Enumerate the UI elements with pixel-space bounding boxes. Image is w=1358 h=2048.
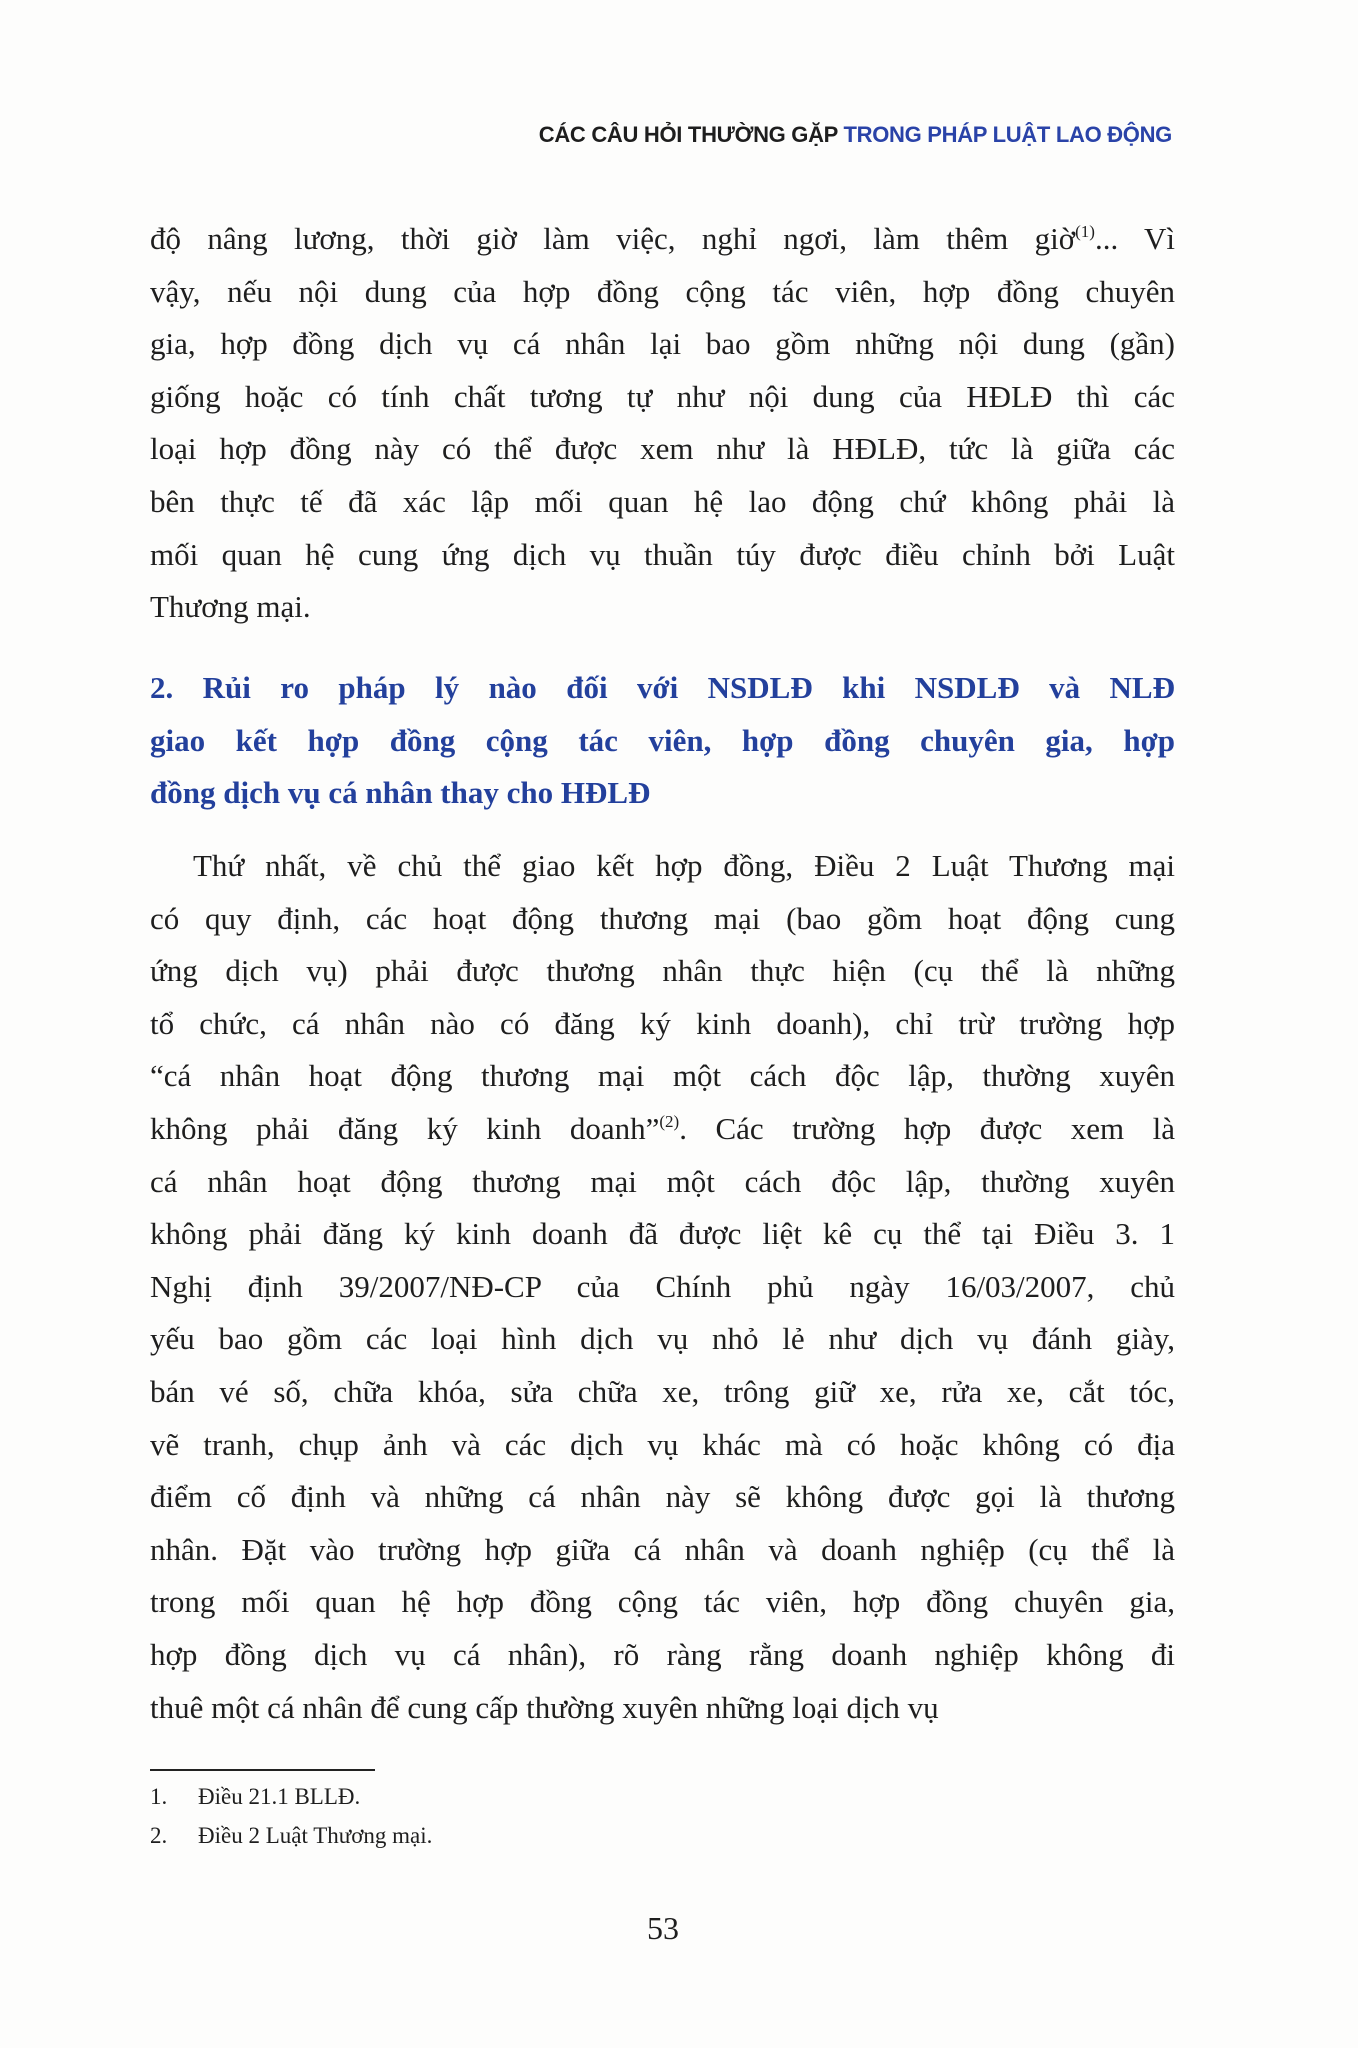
page-number: 53 — [647, 1910, 679, 1946]
line-text: giao kết hợp đồng cộng tác viên, hợp đồng chuyên gia, hợp — [150, 722, 1175, 758]
paragraph-line — [150, 535, 1175, 575]
paragraph-line — [150, 1162, 1175, 1202]
paragraph-line — [150, 1688, 1175, 1728]
paragraph-line — [150, 846, 1175, 886]
paragraph-line — [150, 482, 1175, 522]
line-text: nhân. Đặt vào trường hợp giữa cá nhân và doanh nghiệp (cụ thể là — [150, 1531, 1175, 1567]
paragraph-line — [150, 272, 1175, 312]
line-text: gia, hợp đồng dịch vụ cá nhân lại bao gồm những nội dung (gần) — [150, 326, 1175, 362]
paragraph-line — [150, 1004, 1175, 1044]
line-text: hợp đồng dịch vụ cá nhân), rõ ràng rằng doanh nghiệp không đi — [150, 1637, 1175, 1672]
footnote-reference: (1) — [1075, 222, 1095, 241]
paragraph-line — [150, 899, 1175, 939]
header-title-blue: TRONG PHÁP LUẬT LAO ĐỘNG — [843, 122, 1172, 147]
paragraph-line — [150, 1477, 1175, 1517]
paragraph-line — [150, 1109, 1175, 1149]
footnote-text: Điều 2 Luật Thương mại. — [198, 1823, 433, 1848]
line-text: Nghị định 39/2007/NĐ-CP của Chính phủ ngày 16/03/2007, chủ — [150, 1268, 1175, 1304]
line-text: ứng dịch vụ) phải được thương nhân thực hiện (cụ thể là những — [150, 953, 1175, 989]
line-text: không phải đăng ký kinh doanh” — [150, 1111, 660, 1146]
line-text: Thứ nhất, về chủ thể giao kết hợp đồng, Điều 2 Luật Thương mại — [193, 848, 1175, 883]
paragraph-line — [150, 324, 1175, 364]
line-text: loại hợp đồng này có thể được xem như là HĐLĐ, tức là giữa các — [150, 431, 1175, 467]
section-heading-line — [150, 721, 1175, 761]
paragraph-line — [150, 1530, 1175, 1570]
footnote-2 — [150, 1821, 432, 1851]
running-header — [539, 122, 1172, 148]
line-text: “cá nhân hoạt động thương mại một cách độc lập, thường xuyên — [150, 1058, 1175, 1094]
line-text: vậy, nếu nội dung của hợp đồng cộng tác viên, hợp đồng chuyên — [150, 273, 1175, 309]
paragraph-line — [150, 1372, 1175, 1412]
line-text: tổ chức, cá nhân nào có đăng ký kinh doanh), chỉ trừ trường hợp — [150, 1005, 1175, 1041]
section-heading-line — [150, 668, 1175, 708]
paragraph-line — [150, 951, 1175, 991]
paragraph-line — [150, 587, 1175, 627]
footnote-1 — [150, 1782, 360, 1812]
paragraph-line — [150, 219, 1175, 259]
footnote-text: Điều 21.1 BLLĐ. — [198, 1784, 361, 1809]
line-text: có quy định, các hoạt động thương mại (bao gồm hoạt động cung — [150, 900, 1175, 936]
footnote-reference: (2) — [659, 1112, 680, 1131]
line-text: cá nhân hoạt động thương mại một cách độc lập, thường xuyên — [150, 1163, 1175, 1199]
section-heading-line — [150, 773, 1175, 813]
paragraph-line — [150, 1635, 1175, 1675]
paragraph-line — [150, 1582, 1175, 1622]
header-title-black: CÁC CÂU HỎI THƯỜNG GẶP — [538, 122, 838, 147]
line-text: ... Vì — [1094, 221, 1175, 256]
paragraph-line — [150, 1267, 1175, 1307]
footnote-divider — [150, 1769, 375, 1771]
line-text: độ nâng lương, thời giờ làm việc, nghỉ ngơi, làm thêm giờ — [150, 221, 1076, 256]
paragraph-line — [150, 1056, 1175, 1096]
line-text: đồng dịch vụ cá nhân thay cho HĐLĐ — [150, 775, 651, 811]
line-text: thuê một cá nhân để cung cấp thường xuyên những loại dịch vụ — [150, 1689, 939, 1725]
line-text: 2. Rủi ro pháp lý nào đối với NSDLĐ khi NSDLĐ và NLĐ — [150, 670, 1175, 705]
footnote-number: 2. — [150, 1823, 168, 1848]
line-text: bán vé số, chữa khóa, sửa chữa xe, trông giữ xe, rửa xe, cắt tóc, — [150, 1374, 1175, 1409]
line-text: giống hoặc có tính chất tương tự như nội dung của HĐLĐ thì các — [150, 378, 1175, 414]
paragraph-line — [150, 1214, 1175, 1254]
paragraph-line — [150, 377, 1175, 417]
paragraph-line — [150, 1425, 1175, 1465]
line-text: vẽ tranh, chụp ảnh và các dịch vụ khác mà có hoặc không có địa — [150, 1426, 1175, 1462]
footnote-number: 1. — [150, 1784, 168, 1809]
paragraph-line — [150, 429, 1175, 469]
line-text: không phải đăng ký kinh doanh đã được liệt kê cụ thể tại Điều 3. 1 — [150, 1216, 1175, 1252]
paragraph-line — [150, 1319, 1175, 1359]
line-text: điểm cố định và những cá nhân này sẽ không được gọi là thương — [150, 1479, 1175, 1515]
line-text: bên thực tế đã xác lập mối quan hệ lao động chứ không phải là — [150, 484, 1175, 519]
line-text: mối quan hệ cung ứng dịch vụ thuần túy được điều chỉnh bởi Luật — [150, 536, 1175, 572]
line-text: . Các trường hợp được xem là — [679, 1111, 1175, 1146]
line-text: Thương mại. — [150, 589, 311, 625]
line-text: yếu bao gồm các loại hình dịch vụ nhỏ lẻ như dịch vụ đánh giày, — [150, 1321, 1175, 1357]
line-text: trong mối quan hệ hợp đồng cộng tác viên, hợp đồng chuyên gia, — [150, 1584, 1175, 1620]
